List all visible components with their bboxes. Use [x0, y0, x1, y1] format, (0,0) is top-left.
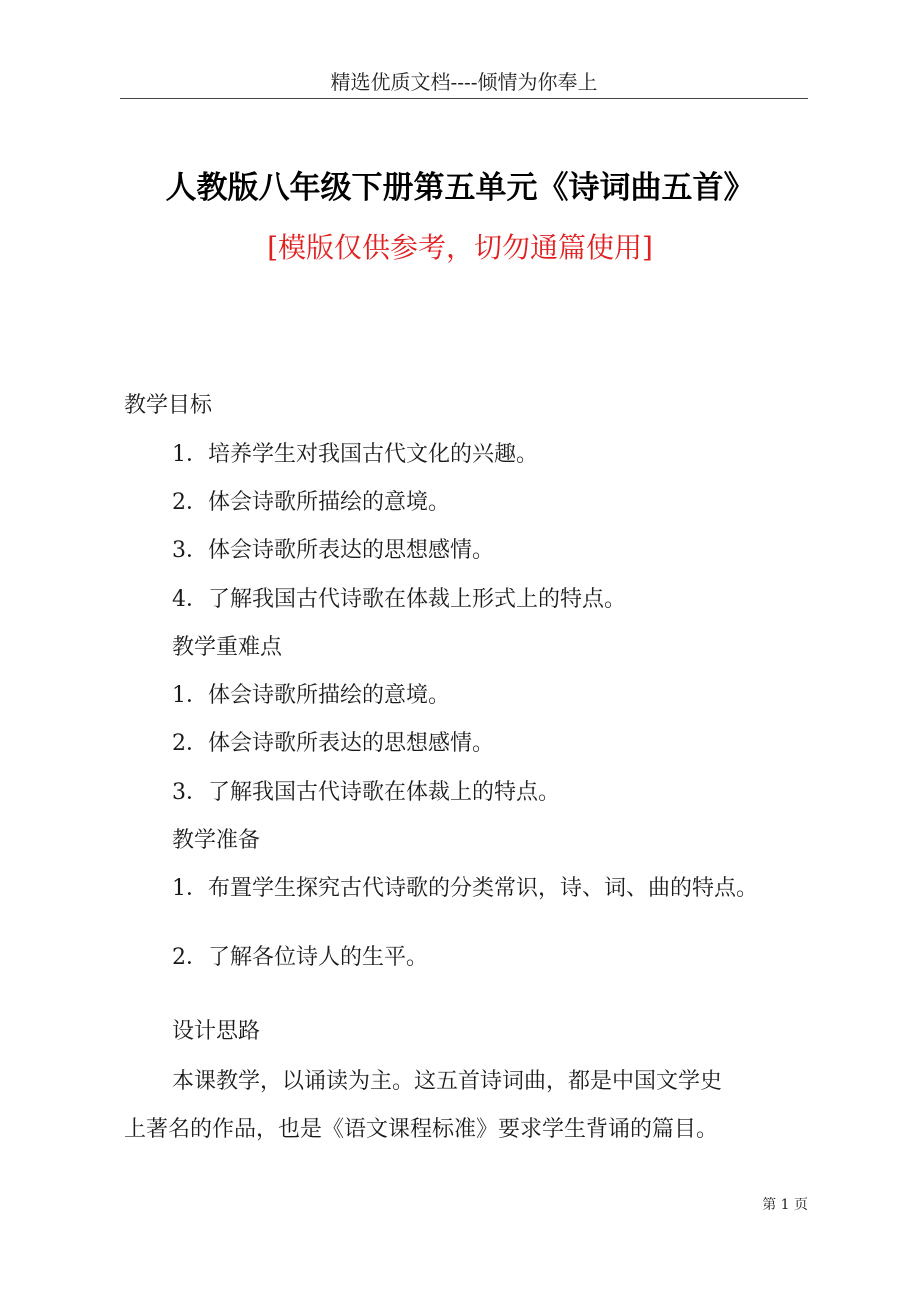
design-paragraph-line: 上著名的作品，也是《语文课程标准》要求学生背诵的篇目。: [124, 1117, 719, 1142]
objective-item: 2．体会诗歌所描绘的意境。: [172, 490, 450, 515]
keypoint-item: 1．体会诗歌所描绘的意境。: [172, 683, 450, 708]
keypoint-item: 3．了解我国古代诗歌在体裁上的特点。: [172, 780, 560, 805]
template-notice: [模版仅供参考，切勿通篇使用]: [267, 231, 653, 264]
objective-item: 3．体会诗歌所表达的思想感情。: [172, 538, 494, 563]
header-divider: [120, 98, 808, 99]
document-title: 人教版八年级下册第五单元《诗词曲五首》: [165, 170, 755, 206]
preparation-item: 2．了解各位诗人的生平。: [172, 945, 428, 970]
section-heading-keypoints: 教学重难点: [172, 635, 283, 660]
keypoint-item: 2．体会诗歌所表达的思想感情。: [172, 731, 494, 756]
page-header: 精选优质文档----倾情为你奉上: [330, 70, 598, 94]
preparation-item: 1．布置学生探究古代诗歌的分类常识，诗、词、曲的特点。: [172, 876, 758, 901]
objective-item: 4．了解我国古代诗歌在体裁上形式上的特点。: [172, 587, 626, 612]
design-paragraph-line: 本课教学，以诵读为主。这五首诗词曲，都是中国文学史: [172, 1069, 723, 1094]
section-heading-objectives: 教学目标: [124, 393, 213, 418]
page-number: 第 1 页: [762, 1197, 808, 1213]
section-heading-design: 设计思路: [172, 1019, 261, 1044]
section-heading-preparation: 教学准备: [172, 828, 261, 853]
objective-item: 1．培养学生对我国古代文化的兴趣。: [172, 442, 538, 467]
